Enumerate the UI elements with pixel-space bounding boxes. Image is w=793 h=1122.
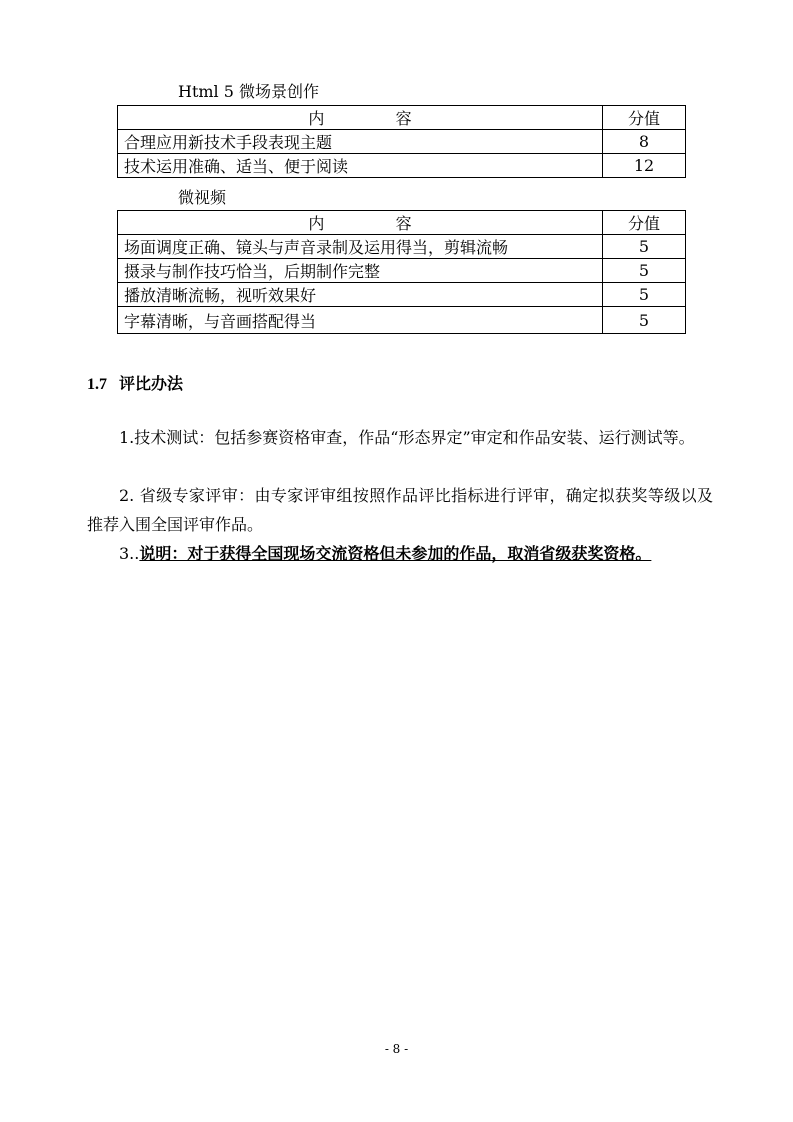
table-header-row bbox=[118, 106, 686, 130]
row-content: 字幕清晰，与音画搭配得当 bbox=[118, 307, 603, 334]
table-row bbox=[118, 259, 686, 283]
section-number: 1.7 bbox=[87, 376, 107, 393]
table-row bbox=[118, 154, 686, 178]
row-content: 合理应用新技术手段表现主题 bbox=[118, 130, 603, 154]
page-number: - 8 - bbox=[384, 1042, 409, 1056]
row-score: 5 bbox=[603, 307, 686, 334]
row-content: 技术运用准确、适当、便于阅读 bbox=[118, 154, 603, 178]
row-score: 12 bbox=[603, 154, 686, 178]
row-content: 播放清晰流畅，视听效果好 bbox=[118, 283, 603, 307]
header-content: 内 容 bbox=[118, 106, 603, 130]
table-row bbox=[118, 307, 686, 334]
video-score-table bbox=[117, 210, 686, 334]
header-score: 分值 bbox=[603, 106, 686, 130]
table-row bbox=[118, 283, 686, 307]
row-score: 5 bbox=[603, 283, 686, 307]
paragraph-item-3 bbox=[87, 539, 713, 568]
row-content: 场面调度正确、镜头与声音录制及运用得当，剪辑流畅 bbox=[118, 235, 603, 259]
table-row bbox=[118, 130, 686, 154]
row-score: 5 bbox=[603, 259, 686, 283]
table-header-row bbox=[118, 211, 686, 235]
section-title: 评比办法 bbox=[119, 374, 184, 393]
paragraph-item-2: 2. 省级专家评审：由专家评审组按照作品评比指标进行评审，确定拟获奖等级以及推荐入围全国评审作品。 bbox=[87, 486, 713, 534]
header-content: 内 容 bbox=[118, 211, 603, 235]
item-3-prefix: 3.. bbox=[119, 544, 140, 563]
table-row bbox=[118, 235, 686, 259]
section-heading bbox=[87, 371, 183, 394]
html5-table-caption: Html 5 微场景创作 bbox=[178, 82, 320, 101]
html5-score-table bbox=[117, 105, 686, 178]
row-score: 5 bbox=[603, 235, 686, 259]
header-score: 分值 bbox=[603, 211, 686, 235]
row-score: 8 bbox=[603, 130, 686, 154]
paragraph-item-1: 1.技术测试：包括参赛资格审查，作品“形态界定”审定和作品安装、运行测试等。 bbox=[119, 428, 695, 447]
item-3-note: 说明：对于获得全国现场交流资格但未参加的作品，取消省级获奖资格。 bbox=[139, 544, 652, 563]
video-table-caption: 微视频 bbox=[178, 188, 227, 207]
row-content: 摄录与制作技巧恰当，后期制作完整 bbox=[118, 259, 603, 283]
